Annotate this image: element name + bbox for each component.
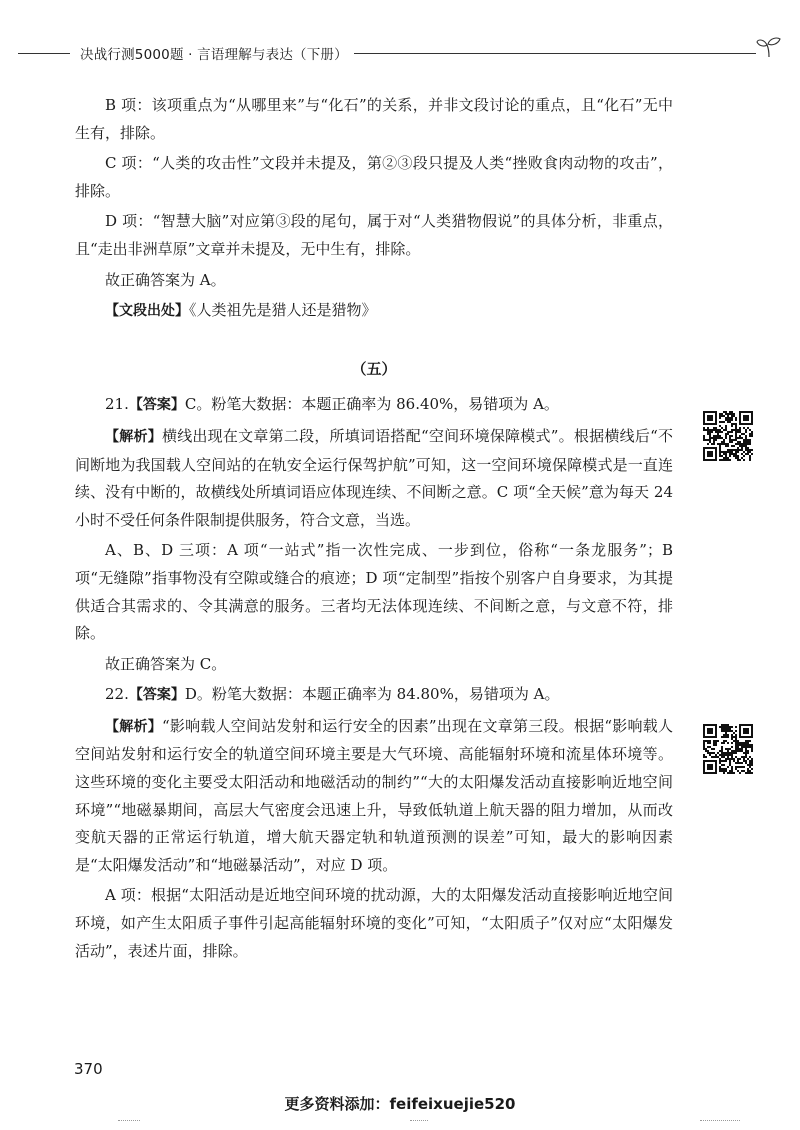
q21-answer-line <box>75 391 673 420</box>
q21-conclusion: 故正确答案为 C。 <box>105 654 227 673</box>
q22-option-a: A 项：根据“太阳活动是近地空间环境的扰动源，大的太阳爆发活动直接影响近地空间环境，如产生太阳质子事件引起高能辐射环境的变化”可知，“太阳质子”仅对应“太阳爆发活动”，表述片面，排除。 <box>75 886 673 960</box>
q21-number: 21. <box>105 395 129 414</box>
section-title: （五） <box>351 359 397 378</box>
answer-conclusion: 故正确答案为 A。 <box>105 270 226 289</box>
page-body <box>75 92 673 965</box>
q22-answer-tag: 【答案】 <box>128 687 185 704</box>
footer-note: 更多资料添加：feifeixuejie520 <box>284 1095 516 1113</box>
q22-answer-line <box>75 681 673 710</box>
q21-answer-tag: 【答案】 <box>128 397 185 414</box>
option-c-explanation: C 项：“人类的攻击性”文段并未提及，第②③段只提及人类“挫败食肉动物的攻击”，排除。 <box>75 154 673 200</box>
running-header <box>18 42 782 64</box>
sprout-icon <box>756 36 782 58</box>
header-rule-right <box>354 53 756 54</box>
q22-analysis-text: “影响载人空间站发射和运行安全的因素”出现在文章第三段。根据“影响载人空间站发射和运行安全的轨道空间环境主要是大气环境、高能辐射环境和流星体环境等。这些环境的变化主要受太阳活动和地磁活动的制约”“大的太阳爆发活动直接影响近地空间环境”“地磁暴期间，高层大气密度会迅速上升，导致低轨道上航天器的阻力增加，从而改变航天器的正常运行轨道，增大航天器定轨和轨道预测的误差”可知，最大的影响因素是“太阳爆发活动”和“地磁暴活动”，对应 D 项。 <box>75 716 674 874</box>
qr-code-icon[interactable] <box>703 724 753 774</box>
q22-number: 22. <box>105 685 129 704</box>
scan-mark <box>410 1120 428 1121</box>
header-rule-left <box>18 53 70 54</box>
qr-code-icon[interactable] <box>703 411 753 461</box>
q22-analysis-tag: 【解析】 <box>105 718 162 735</box>
q21-answer-text: C。粉笔大数据：本题正确率为 86.40%，易错项为 A。 <box>184 395 559 414</box>
scan-mark <box>700 1120 740 1121</box>
q22-analysis <box>75 713 673 880</box>
source-text: 《人类祖先是猎人还是猎物》 <box>189 301 377 320</box>
q21-analysis <box>75 423 673 534</box>
book-title: 决战行测5000题 · 言语理解与表达（下册） <box>80 47 348 63</box>
option-d-explanation: D 项：“智慧大脑”对应第③段的尾句，属于对“人类猎物假说”的具体分析，非重点，且“走出非洲草原”文章并未提及，无中生有，排除。 <box>75 212 673 258</box>
q21-options: A、B、D 三项：A 项“一站式”指一次性完成、一步到位，俗称“一条龙服务”；B 项“无缝隙”指事物没有空隙或缝合的痕迹；D 项“定制型”指按个别客户自身要求，为其提供适合其需求的、令其满意的服务。三者均无法体现连续、不间断之意，与文意不符，排除。 <box>75 541 673 643</box>
source-tag: 【文段出处】 <box>105 303 189 320</box>
q22-answer-text: D。粉笔大数据：本题正确率为 84.80%，易错项为 A。 <box>184 685 560 704</box>
option-b-explanation: B 项：该项重点为“从哪里来”与“化石”的关系，并非文段讨论的重点，且“化石”无中生有，排除。 <box>75 96 673 142</box>
q21-analysis-text: 横线出现在文章第二段，所填词语搭配“空间环境保障模式”。根据横线后“不间断地为我国载人空间站的在轨安全运行保驾护航”可知，这一空间环境保障模式是一直连续、没有中断的，故横线处所填词语应体现连续、不间断之意。C 项“全天候”意为每天 24 小时不受任何条件限制提供服务，符合文意，当选。 <box>75 426 674 529</box>
scan-mark <box>118 1120 140 1121</box>
page-number: 370 <box>74 1060 103 1078</box>
q21-analysis-tag: 【解析】 <box>105 428 162 445</box>
source-line <box>75 297 673 326</box>
